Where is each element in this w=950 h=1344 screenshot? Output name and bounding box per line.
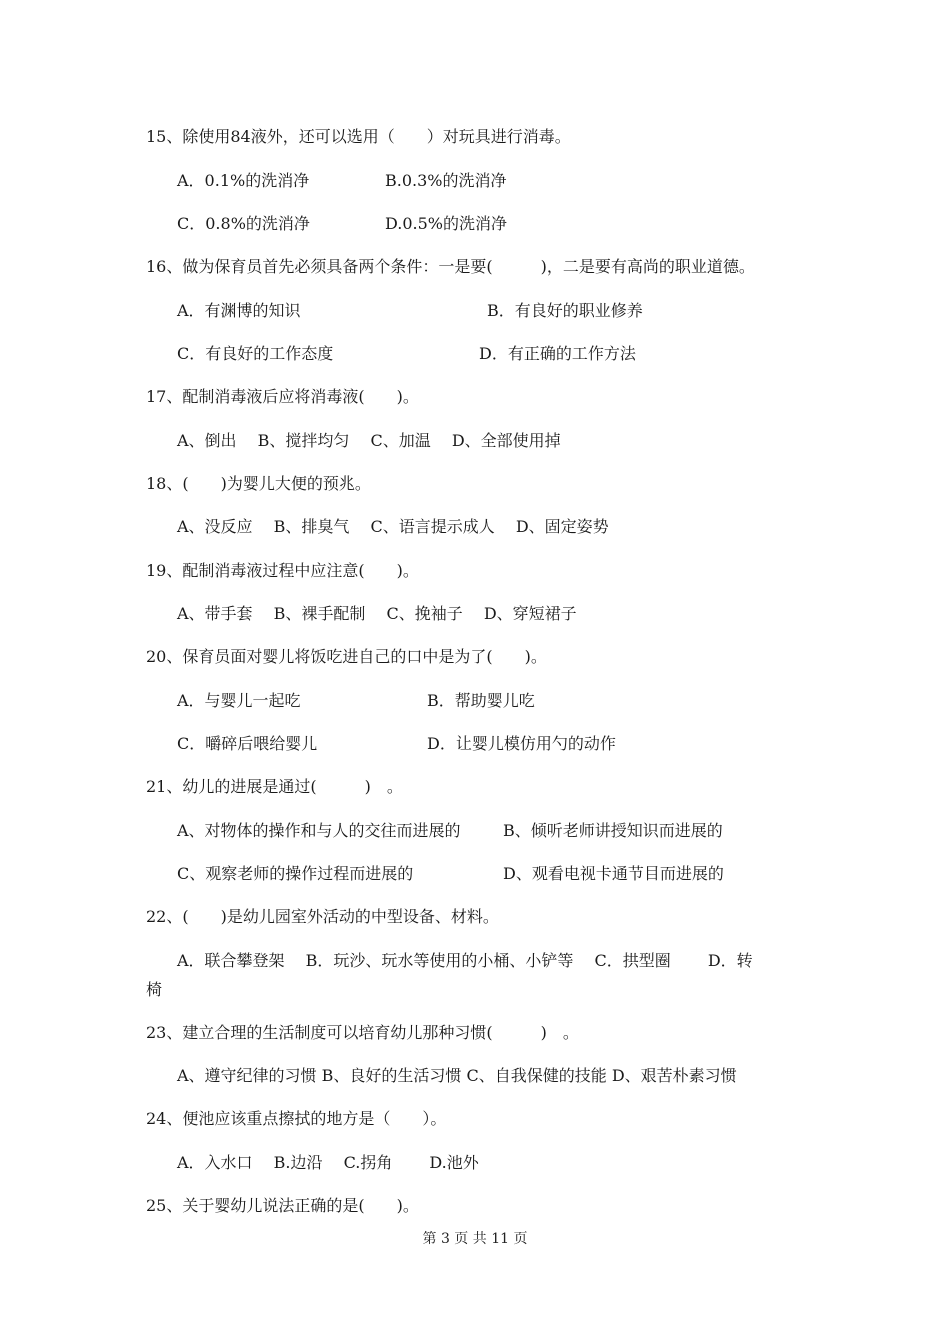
question-18-stem: 18、( )为婴儿大便的预兆。	[146, 474, 371, 493]
question-16-stem: 16、做为保育员首先必须具备两个条件：一是要( )，二是要有高尚的职业道德。	[146, 257, 755, 276]
question-15-option-d: D.0.5%的洗消净	[385, 214, 507, 233]
question-15-option-b: B.0.3%的洗消净	[385, 171, 507, 190]
question-21-stem: 21、幼儿的进展是通过( ) 。	[146, 777, 403, 796]
question-24-stem: 24、便池应该重点擦拭的地方是（ ）。	[146, 1109, 447, 1128]
question-19-stem: 19、配制消毒液过程中应注意( )。	[146, 561, 419, 580]
question-20-option-b: B．帮助婴儿吃	[427, 691, 535, 710]
question-24-options: A．入水口 B.边沿 C.拐角 D.池外	[177, 1153, 479, 1172]
question-21-option-c: C、观察老师的操作过程而进展的	[177, 864, 414, 883]
question-17-options: A、倒出 B、搅拌均匀 C、加温 D、全部使用掉	[177, 431, 561, 450]
question-21-option-b: B、倾听老师讲授知识而进展的	[503, 821, 723, 840]
question-23-stem: 23、建立合理的生活制度可以培育幼儿那种习惯( ) 。	[146, 1023, 579, 1042]
question-16-option-b: B．有良好的职业修养	[487, 301, 643, 320]
question-21-option-a: A、对物体的操作和与人的交往而进展的	[177, 821, 461, 840]
question-18-options: A、没反应 B、排臭气 C、语言提示成人 D、固定姿势	[177, 517, 609, 536]
question-15-option-c: C．0.8%的洗消净	[177, 214, 310, 233]
page-number-footer: 第 3 页 共 11 页	[422, 1231, 528, 1247]
question-22-options: A．联合攀登架 B．玩沙、玩水等使用的小桶、小铲等 C．拱型圈 D．转	[177, 951, 753, 970]
question-20-stem: 20、保育员面对婴儿将饭吃进自己的口中是为了( )。	[146, 647, 547, 666]
question-23-options: A、遵守纪律的习惯 B、良好的生活习惯 C、自我保健的技能 D、艰苦朴素习惯	[177, 1066, 737, 1085]
question-22-options-wrap: 椅	[146, 980, 163, 999]
question-21-option-d: D、观看电视卡通节目而进展的	[503, 864, 724, 883]
question-20-option-c: C．嚼碎后喂给婴儿	[177, 734, 318, 753]
question-19-options: A、带手套 B、裸手配制 C、挽袖子 D、穿短裙子	[177, 604, 577, 623]
question-15-stem: 15、除使用84液外，还可以选用（ ）对玩具进行消毒。	[146, 127, 571, 146]
question-25-stem: 25、关于婴幼儿说法正确的是( )。	[146, 1196, 419, 1215]
question-16-option-c: C．有良好的工作态度	[177, 344, 334, 363]
question-15-option-a: A．0.1%的洗消净	[177, 171, 310, 190]
question-16-option-d: D．有正确的工作方法	[479, 344, 636, 363]
question-16-option-a: A．有渊博的知识	[177, 301, 301, 320]
question-20-option-d: D．让婴儿模仿用勺的动作	[427, 734, 616, 753]
question-22-stem: 22、( )是幼儿园室外活动的中型设备、材料。	[146, 907, 499, 926]
question-20-option-a: A．与婴儿一起吃	[177, 691, 301, 710]
question-17-stem: 17、配制消毒液后应将消毒液( )。	[146, 387, 419, 406]
